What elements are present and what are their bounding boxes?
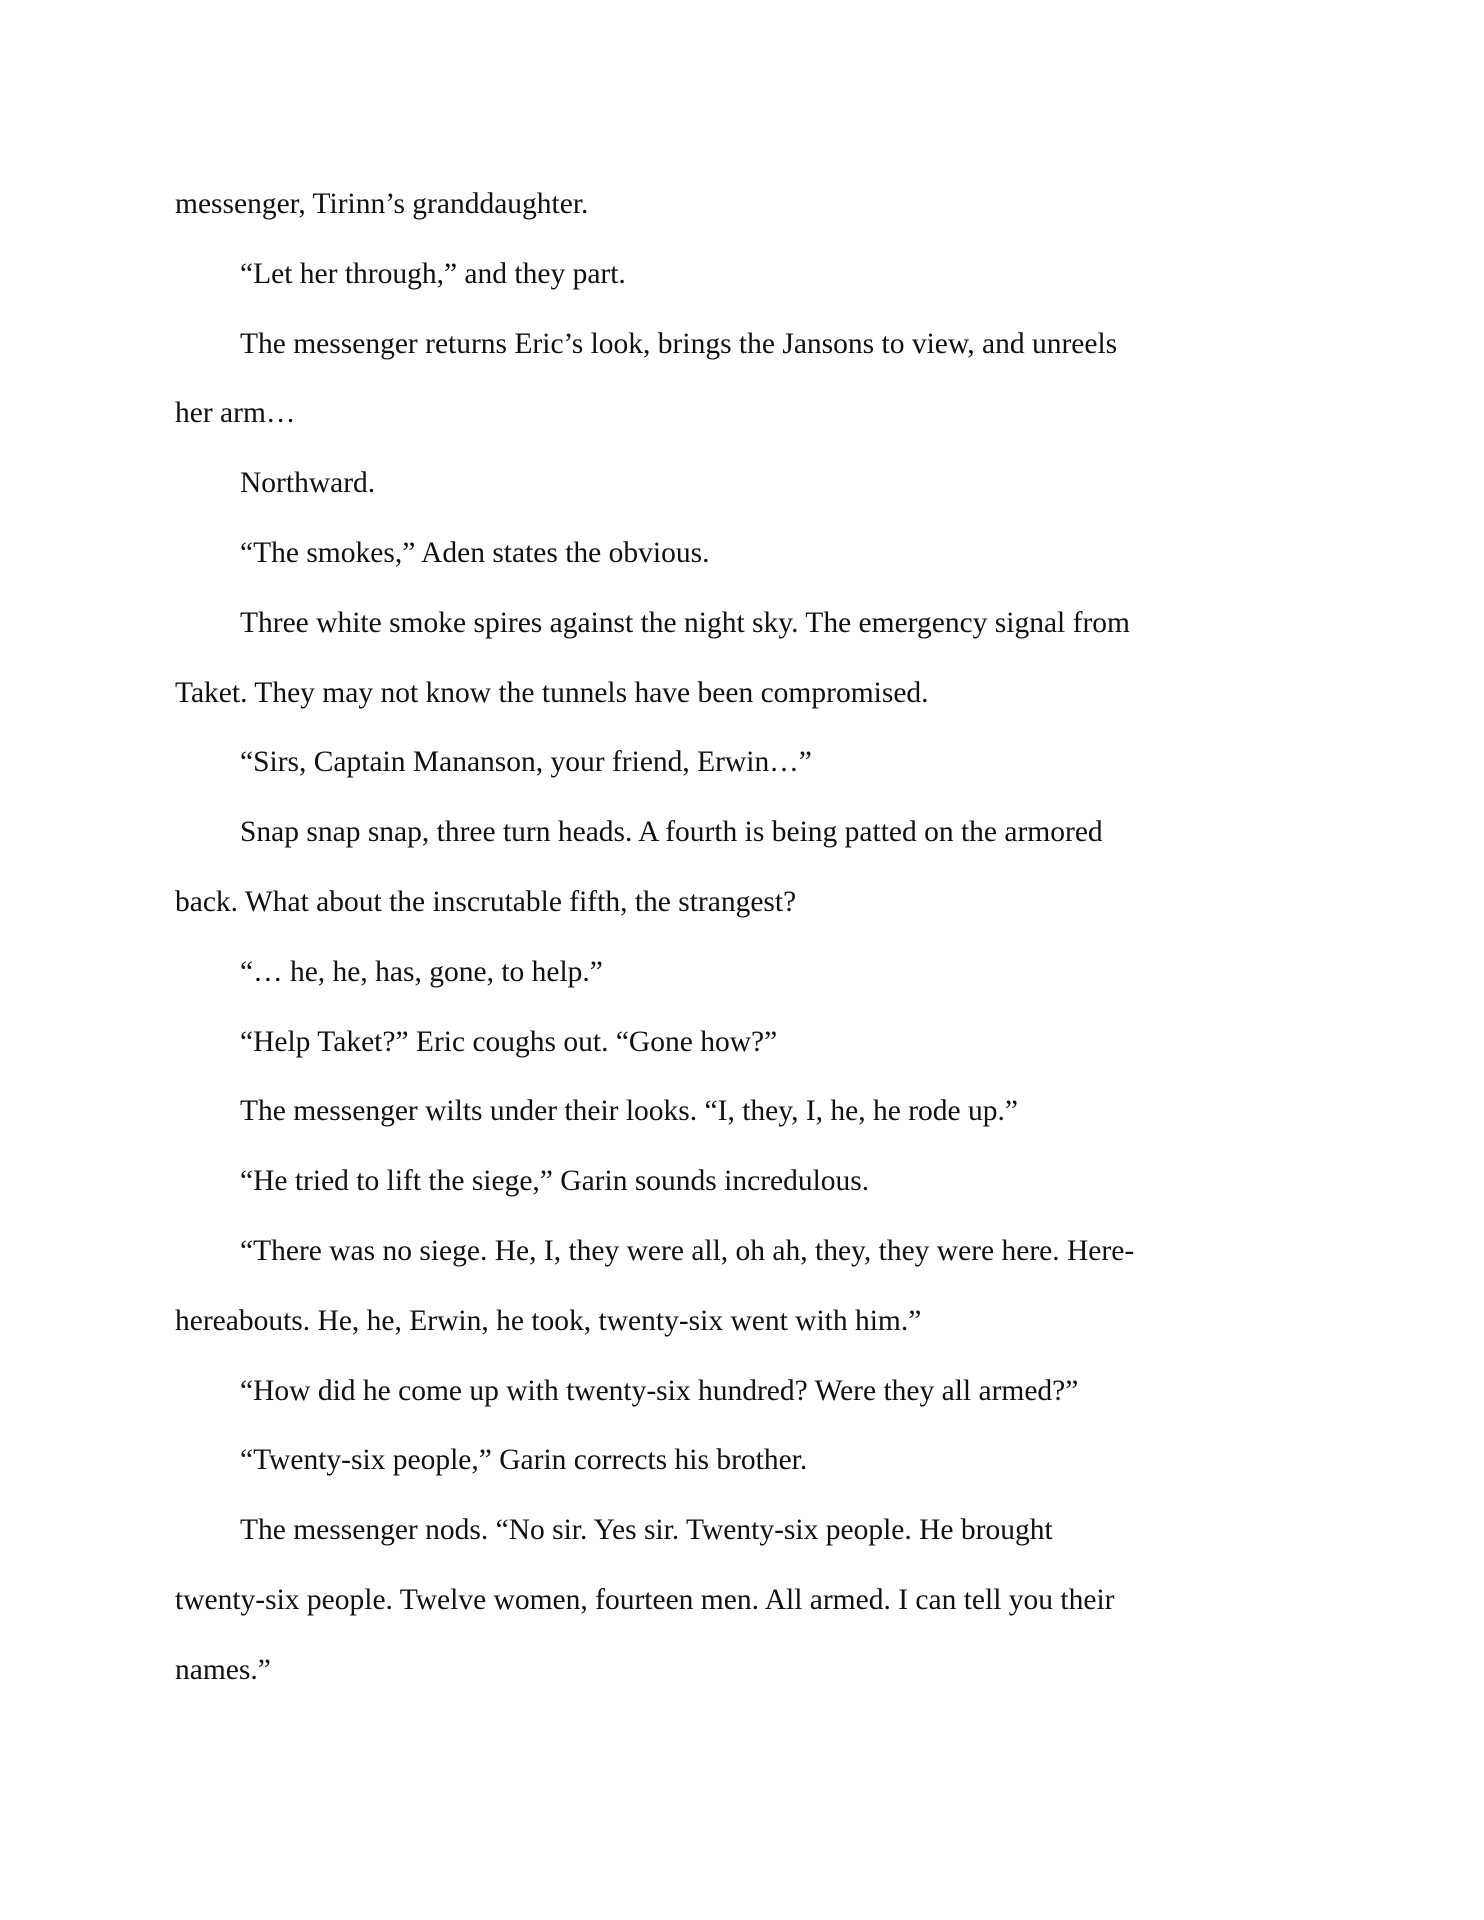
text-line: back. What about the inscrutable fifth, the strangest? — [175, 885, 797, 918]
text-line: Three white smoke spires against the night sky. The emergency signal from — [240, 606, 1130, 639]
text-line: “Sirs, Captain Mananson, your friend, Erwin…” — [240, 746, 812, 779]
text-line: messenger, Tirinn’s granddaughter. — [175, 188, 589, 220]
text-line: Taket. They may not know the tunnels have been compromised. — [175, 676, 929, 709]
text-line: “Help Taket?” Eric coughs out. “Gone how?” — [240, 1025, 778, 1058]
text-line: “… he, he, has, gone, to help.” — [240, 955, 603, 988]
text-line: “There was no siege. He, I, they were all, oh ah, they, they were here. Here- — [240, 1234, 1135, 1267]
text-line: The messenger wilts under their looks. “I, they, I, he, he rode up.” — [240, 1095, 1018, 1128]
text-line: Northward. — [240, 467, 376, 500]
text-line: The messenger returns Eric’s look, brings the Jansons to view, and unreels — [240, 327, 1118, 360]
text-line: twenty-six people. Twelve women, fourteen men. All armed. I can tell you their — [175, 1583, 1115, 1616]
text-line: “The smokes,” Aden states the obvious. — [240, 536, 710, 569]
text-line: “How did he come up with twenty-six hundred? Were they all armed?” — [240, 1374, 1079, 1407]
text-line: The messenger nods. “No sir. Yes sir. Twenty-six people. He brought — [240, 1514, 1053, 1547]
text-line: Snap snap snap, three turn heads. A fourth is being patted on the armored — [240, 816, 1103, 849]
text-line: “He tried to lift the siege,” Garin sounds incredulous. — [240, 1165, 870, 1198]
text-line: names.” — [175, 1653, 271, 1686]
body-text — [175, 170, 1315, 1706]
text-line: “Let her through,” and they part. — [240, 257, 626, 290]
text-line: “Twenty-six people,” Garin corrects his brother. — [240, 1444, 808, 1477]
text-line: hereabouts. He, he, Erwin, he took, twenty-six went with him.” — [175, 1304, 922, 1337]
text-line: her arm… — [175, 397, 296, 430]
